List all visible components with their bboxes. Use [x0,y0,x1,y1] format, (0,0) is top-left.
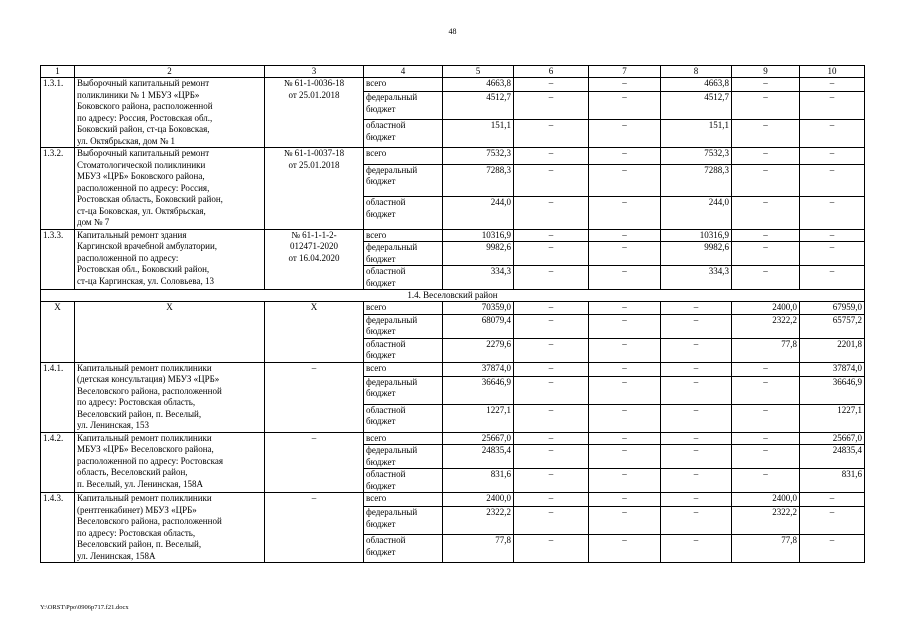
value-col6: – [514,362,589,376]
object-name-line: ст-ца Каргинская, ул. Соловьева, 13 [77,275,214,286]
value-col7: – [589,229,661,242]
value-col6: – [514,314,589,338]
value-col5: 7532,3 [443,148,514,165]
value-col10: 37874,0 [800,362,865,376]
document-reference [265,229,364,290]
object-name-line: МБУЗ «ЦРБ» Веселовского района, [77,444,214,454]
value-col6: – [514,148,589,165]
value-col9: – [732,362,800,376]
column-number-4: 4 [364,66,443,78]
funding-source-line: всего [366,148,387,158]
value-col9: – [732,164,800,196]
value-col5: 24835,4 [443,445,514,469]
funding-source-line: всего [366,432,387,443]
object-name-line: Стоматологической поликлиники [77,159,206,170]
value-col7: – [589,445,661,469]
table-row [41,229,865,242]
object-name-line: Веселовский район, п. Веселый, [77,408,202,419]
value-col6: – [514,376,589,404]
value-col9: 2400,0 [732,493,800,507]
funding-source-line: всего [366,78,387,88]
object-name-line: ул. Ленинская, 153 [77,420,149,430]
column-number-3: 3 [265,66,364,78]
object-name-line: расположенной по адресу: Ростовская [77,455,223,466]
object-name-line: Каргинской врачебной амбулатории, [77,241,218,251]
table-row [41,362,865,376]
value-col9: – [732,469,800,493]
value-col7: – [589,469,661,493]
value-col8: 7532,3 [661,148,732,165]
document-reference [265,78,364,148]
funding-source [364,445,443,469]
funding-source [364,148,443,165]
value-col10: – [800,92,865,120]
value-col8: 4512,7 [661,92,732,120]
value-col9: 77,8 [732,535,800,563]
value-col6: – [514,535,589,563]
funding-source [364,78,443,92]
value-col7: – [589,493,661,507]
table-row [41,432,865,445]
column-number-10: 10 [800,66,865,78]
value-col8: – [661,376,732,404]
value-col10: 36646,9 [800,376,865,404]
funding-source [364,229,443,242]
value-col6: – [514,229,589,242]
object-name-line: расположенной по адресу: [77,252,179,263]
value-col7: – [589,362,661,376]
value-col7: – [589,302,661,315]
document-reference-line: № 61-1-0036-18 [283,78,345,88]
funding-source-line: бюджет [366,546,396,557]
value-col10: 1227,1 [800,404,865,432]
value-col8: – [661,445,732,469]
value-col7: – [589,535,661,563]
funding-source-line: всего [366,302,387,312]
object-name-line: Веселовский район, п. Веселый, [77,539,202,549]
value-col10: – [800,229,865,242]
value-col7: – [589,78,661,92]
table-row [41,493,865,507]
column-number-2: 2 [75,66,265,78]
value-col10: 25667,0 [800,432,865,445]
funding-source [364,164,443,196]
object-name-line: Веселовского района, расположенной [77,516,222,526]
funding-source-line: федеральный [366,376,418,387]
value-col8: 7288,3 [661,164,732,196]
item-number: 1.4.1. [41,362,75,432]
value-col7: – [589,92,661,120]
object-name: Х [75,302,265,363]
object-name-line: расположенной по адресу: Россия, [77,182,210,193]
funding-source-line: областной [366,404,406,415]
file-path-footer: Y:\ORST\Ppo\0906p717.f21.docx [40,604,129,611]
value-col9: – [732,445,800,469]
document-reference [265,493,364,563]
document-reference-line: – [311,432,317,443]
funding-source [364,507,443,535]
document-reference [265,432,364,493]
value-col8: 4663,8 [661,78,732,92]
value-col8: 244,0 [661,197,732,229]
funding-source-line: бюджет [366,208,396,219]
column-number-8: 8 [661,66,732,78]
value-col5: 2279,6 [443,338,514,362]
value-col5: 2322,2 [443,507,514,535]
value-col7: – [589,242,661,266]
value-col6: – [514,404,589,432]
item-number: 1.3.1. [41,78,75,148]
document-reference [265,362,364,432]
object-name-line: ул. Ленинская, 158А [77,550,156,561]
value-col6: – [514,242,589,266]
object-name-line: Веселовского района, расположенной [77,385,222,396]
value-col6: – [514,197,589,229]
item-number: 1.3.2. [41,148,75,230]
funding-source [364,493,443,507]
value-col8: 9982,6 [661,242,732,266]
value-col10: – [800,148,865,165]
item-number: 1.3.3. [41,229,75,290]
column-number-row [41,66,865,78]
object-name-line: ст-ца Боковская, ул. Октябрьская, [77,205,206,216]
funding-source [364,362,443,376]
document-reference: Х [265,302,364,363]
value-col8: 151,1 [661,120,732,148]
value-col7: – [589,120,661,148]
funding-source-line: бюджет [366,480,396,491]
funding-source-line: федеральный [366,92,418,103]
funding-source-line: бюджет [366,131,396,142]
item-number: Х [41,302,75,363]
section-title: 1.4. Веселовский район [41,290,865,302]
funding-source-line: всего [366,362,387,373]
value-col7: – [589,404,661,432]
value-col9: – [732,266,800,290]
object-name-line: поликлиники № 1 МБУЗ «ЦРБ» [77,89,200,100]
value-col5: 151,1 [443,120,514,148]
document-reference-line: от 25.01.2018 [288,89,340,100]
table-row [41,78,865,92]
document-reference-line: от 16.04.2020 [288,252,340,263]
funding-source [364,432,443,445]
value-col8: – [661,535,732,563]
value-col9: 2400,0 [732,302,800,315]
value-col10: 67959,0 [800,302,865,315]
column-number-9: 9 [732,66,800,78]
value-col10: 65757,2 [800,314,865,338]
value-col6: – [514,266,589,290]
object-name-line: МБУЗ «ЦРБ» Боковского района, [77,171,205,181]
value-col5: 37874,0 [443,362,514,376]
value-col6: – [514,78,589,92]
value-col5: 10316,9 [443,229,514,242]
value-col10: – [800,535,865,563]
value-col10: – [800,242,865,266]
object-name-line: п. Веселый, ул. Ленинская, 158А [77,478,203,489]
value-col9: 77,8 [732,338,800,362]
column-number-5: 5 [443,66,514,78]
value-col9: – [732,148,800,165]
value-col6: – [514,507,589,535]
object-name-line: (рентгенкабинет) МБУЗ «ЦРБ» [77,504,197,515]
funding-source [364,314,443,338]
section-heading-row [41,290,865,302]
funding-source-line: бюджет [366,416,396,427]
value-col7: – [589,507,661,535]
funding-source-line: федеральный [366,164,418,175]
value-col7: – [589,148,661,165]
funding-source-line: областной [366,338,406,349]
value-col7: – [589,266,661,290]
funding-source-line: областной [366,469,406,479]
document-reference-line: № 61-1-1-2- [291,229,337,240]
document-reference-line: – [311,362,317,373]
value-col8: – [661,404,732,432]
funding-source-line: областной [366,266,406,276]
object-name-line: по адресу: Ростовская область, [77,397,196,407]
value-col7: – [589,432,661,445]
funding-source [364,197,443,229]
funding-source [364,92,443,120]
value-col10: 24835,4 [800,445,865,469]
value-col9: 2322,2 [732,314,800,338]
object-name [75,78,265,148]
value-col5: 831,6 [443,469,514,493]
funding-source [364,266,443,290]
value-col9: – [732,404,800,432]
document-reference-line: – [311,493,317,503]
value-col5: 2400,0 [443,493,514,507]
value-col10: – [800,120,865,148]
funding-source-line: бюджет [366,253,396,264]
funding-source [364,242,443,266]
value-col8: – [661,314,732,338]
table-row [41,148,865,165]
value-col7: – [589,197,661,229]
object-name-line: Капитальный ремонт поликлиники [77,432,212,443]
value-col8: 334,3 [661,266,732,290]
value-col5: 4512,7 [443,92,514,120]
value-col5: 1227,1 [443,404,514,432]
funding-source-line: федеральный [366,314,418,325]
object-name [75,493,265,563]
object-name-line: Ростовская обл., Боковский район, [77,264,210,274]
document-reference-line: 012471-2020 [290,241,338,251]
funding-source-line: бюджет [366,326,396,336]
value-col5: 68079,4 [443,314,514,338]
funding-source [364,338,443,362]
value-col5: 9982,6 [443,242,514,266]
funding-source-line: областной [366,120,406,131]
object-name-line: Капитальный ремонт поликлиники [77,493,212,503]
funding-source-line: всего [366,229,387,240]
funding-source [364,469,443,493]
value-col9: 2322,2 [732,507,800,535]
value-col10: 831,6 [800,469,865,493]
object-name-line: (детская консультация) МБУЗ «ЦРБ» [77,374,220,384]
value-col6: – [514,302,589,315]
table-row [41,302,865,315]
value-col9: – [732,78,800,92]
value-col9: – [732,197,800,229]
object-name [75,432,265,493]
value-col8: – [661,302,732,315]
value-col10: – [800,507,865,535]
page-number: 48 [448,27,457,36]
column-number-1: 1 [41,66,75,78]
object-name [75,229,265,290]
object-name-line: ул. Октябрьская, дом № 1 [77,135,176,146]
value-col10: 2201,8 [800,338,865,362]
value-col9: – [732,376,800,404]
value-col5: 70359,0 [443,302,514,315]
funding-source-line: федеральный [366,445,418,455]
value-col5: 244,0 [443,197,514,229]
object-name-line: по адресу: Россия, Ростовская обл., [77,112,213,123]
object-name [75,148,265,230]
funding-source-line: бюджет [366,350,396,360]
funding-source-line: бюджет [366,456,396,467]
value-col9: – [732,242,800,266]
item-number: 1.4.2. [41,432,75,493]
funding-source [364,404,443,432]
funding-source-line: бюджет [366,518,396,529]
object-name-line: Капитальный ремонт здания [77,229,187,240]
object-name-line: область, Веселовский район, [77,467,188,477]
funding-source [364,302,443,315]
object-name-line: Капитальный ремонт поликлиники [77,362,212,373]
value-col5: 334,3 [443,266,514,290]
value-col8: – [661,338,732,362]
value-col9: – [732,432,800,445]
value-col5: 7288,3 [443,164,514,196]
funding-source-line: областной [366,197,406,208]
document-reference-line: от 25.01.2018 [288,159,340,170]
object-name-line: Выборочный капитальный ремонт [77,78,210,88]
value-col6: – [514,493,589,507]
value-col5: 36646,9 [443,376,514,404]
value-col10: – [800,164,865,196]
value-col6: – [514,92,589,120]
column-number-6: 6 [514,66,589,78]
funding-source-line: федеральный [366,507,418,518]
object-name-line: по адресу: Ростовская область, [77,527,196,538]
funding-source-line: бюджет [366,277,396,288]
object-name-line: Выборочный капитальный ремонт [77,148,210,158]
budget-table [40,65,865,563]
value-col6: – [514,445,589,469]
value-col9: – [732,92,800,120]
value-col9: – [732,120,800,148]
item-number: 1.4.3. [41,493,75,563]
value-col8: 10316,9 [661,229,732,242]
value-col5: 4663,8 [443,78,514,92]
value-col7: – [589,338,661,362]
value-col6: – [514,120,589,148]
value-col8: – [661,507,732,535]
column-number-7: 7 [589,66,661,78]
funding-source [364,376,443,404]
value-col10: – [800,493,865,507]
value-col10: – [800,197,865,229]
object-name [75,362,265,432]
value-col8: – [661,432,732,445]
value-col6: – [514,432,589,445]
funding-source-line: областной [366,535,406,546]
value-col7: – [589,376,661,404]
value-col7: – [589,164,661,196]
value-col6: – [514,164,589,196]
value-col8: – [661,362,732,376]
object-name-line: Ростовская область, Боковский район, [77,194,223,204]
value-col10: – [800,78,865,92]
funding-source-line: бюджет [366,176,396,187]
value-col10: – [800,266,865,290]
document-reference [265,148,364,230]
object-name-line: дом № 7 [77,217,110,227]
value-col7: – [589,314,661,338]
value-col8: – [661,469,732,493]
funding-source-line: бюджет [366,388,396,399]
funding-source-line: всего [366,493,387,503]
value-col8: – [661,493,732,507]
funding-source-line: бюджет [366,103,396,114]
value-col6: – [514,338,589,362]
funding-source [364,120,443,148]
value-col9: – [732,229,800,242]
funding-source-line: федеральный [366,242,418,252]
object-name-line: Боковского района, расположенной [77,101,213,111]
value-col5: 25667,0 [443,432,514,445]
value-col5: 77,8 [443,535,514,563]
value-col6: – [514,469,589,493]
funding-source [364,535,443,563]
document-reference-line: № 61-1-0037-18 [283,148,345,158]
object-name-line: Боковский район, ст-ца Боковская, [77,124,210,134]
